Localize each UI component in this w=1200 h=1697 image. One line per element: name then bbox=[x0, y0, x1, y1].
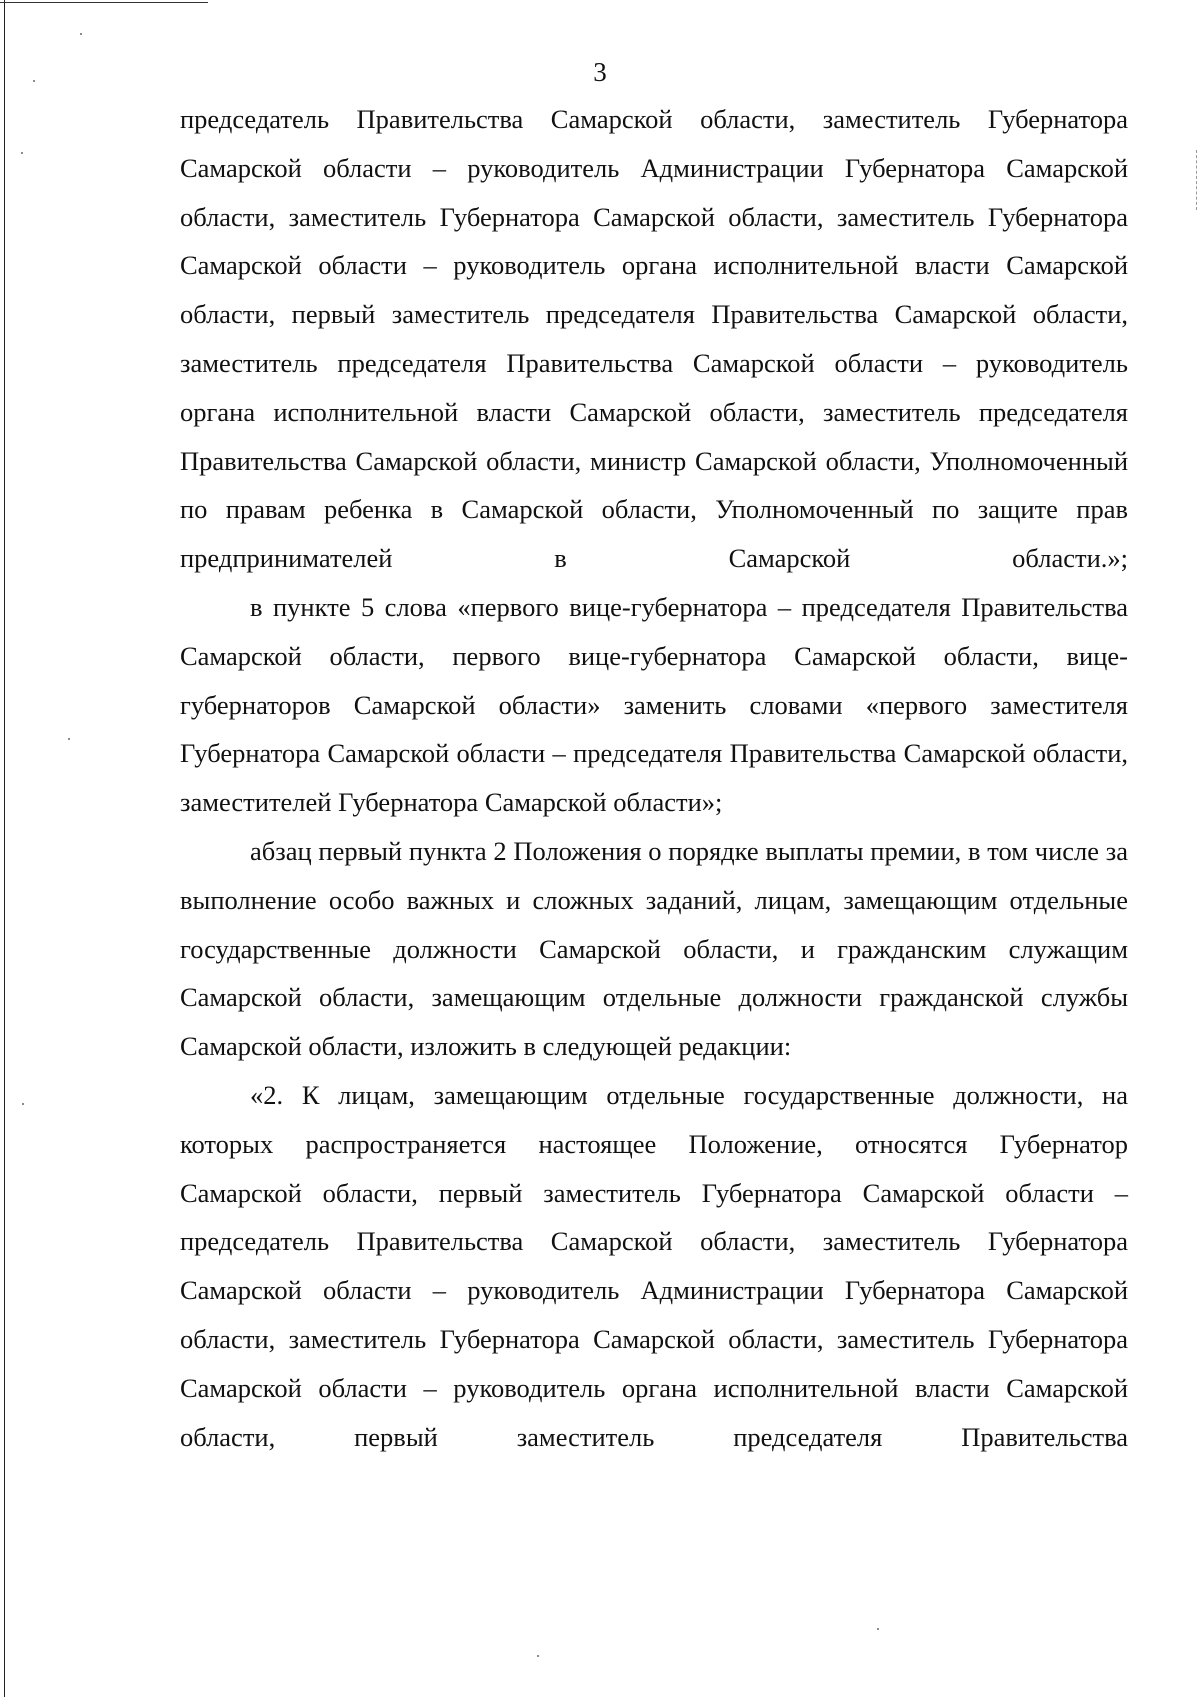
document-body bbox=[180, 95, 1128, 1461]
page-number: 3 bbox=[593, 57, 607, 87]
paragraph-continuation: председатель Правительства Самарской области, заместитель Губернатора Самарской области – руководитель Администрации Губернатора Самарской области, заместитель Губернатора Самарской области, заместитель Губернатора Самарской области – руководитель органа исполнительной власти Самарской области, первый заместитель председателя Правительства Самарской области, заместитель председателя Правительства Самарской области – руководитель органа исполнительной власти Самарской области, заместитель председателя Правительства Самарской области, министр Самарской области, Уполномоченный по правам ребенка в Самарской области, Уполномоченный по защите прав предпринимателей в Самарской области.»; bbox=[180, 104, 1128, 574]
scan-speck bbox=[537, 1655, 539, 1657]
paragraph-bonus-regulation-amendment: абзац первый пункта 2 Положения о порядке выплаты премии, в том числе за выполнение особо важных и сложных заданий, лицам, замещающим отдельные государственные должности Самарской области, и гражданским служащим Самарской области, замещающим отдельные должности гражданской службы Самарской области, изложить в следующей редакции: bbox=[180, 835, 1128, 1062]
scan-speck bbox=[877, 1628, 879, 1630]
scan-speck bbox=[22, 1103, 24, 1105]
paragraph-new-item-2: «2. К лицам, замещающим отдельные государственные должности, на которых распространяется настоящее Положение, относятся Губернатор Самарской области, первый заместитель Губернатора Самарской области – председатель Правительства Самарской области, заместитель Губернатора Самарской области – руководитель Администрации Губернатора Самарской области, заместитель Губернатора Самарской области, заместитель Губернатора Самарской области – руководитель органа исполнительной власти Самарской области, первый заместитель председателя Правительства bbox=[180, 1079, 1128, 1452]
paragraph-item-5-amendment: в пункте 5 слова «первого вице-губернатора – председателя Правительства Самарской области, первого вице-губернатора Самарской области, вице-губернаторов Самарской области» заменить словами «первого заместителя Губернатора Самарской области – председателя Правительства Самарской области, заместителей Губернатора Самарской области»; bbox=[180, 591, 1128, 818]
scan-edge-left bbox=[4, 0, 5, 1697]
scan-speck bbox=[80, 33, 82, 35]
scan-speck bbox=[68, 738, 70, 740]
scan-edge-top bbox=[0, 2, 208, 3]
scan-edge-right bbox=[1196, 150, 1198, 210]
scan-speck bbox=[21, 152, 23, 154]
